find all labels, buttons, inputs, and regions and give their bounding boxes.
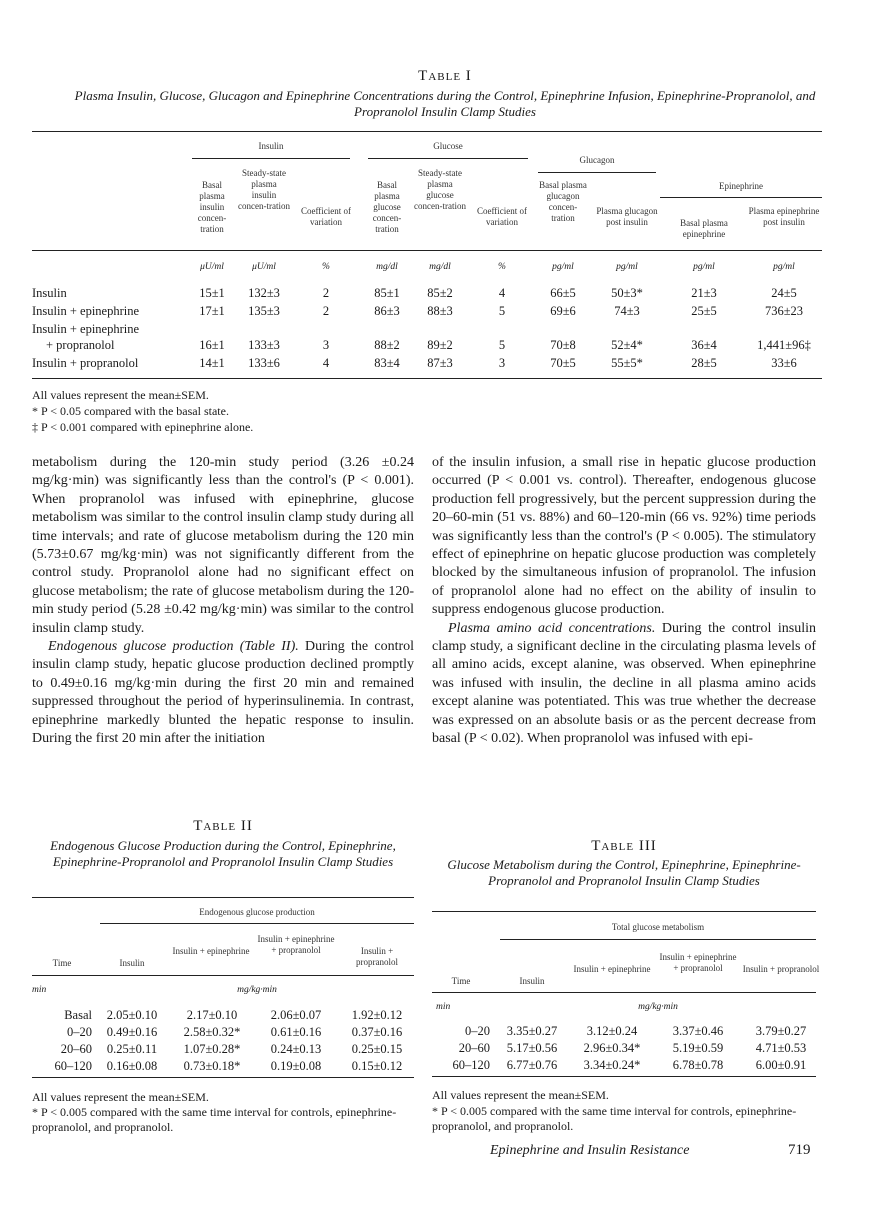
table1-unit: μU/ml — [252, 262, 276, 272]
table2-cell: 0.15±0.12 — [351, 1059, 403, 1073]
table2-bottom-rule — [32, 1077, 414, 1078]
table3-cell: 2.96±0.34* — [583, 1041, 641, 1055]
table2-cell: 0.19±0.08 — [270, 1059, 322, 1073]
table1-cell: 69±6 — [550, 304, 576, 318]
table2-cell: 0.24±0.13 — [270, 1042, 322, 1056]
table1-col-cv-insulin: Coefficient of variation — [300, 206, 352, 227]
table1-group-glucagon: Glucagon — [579, 155, 615, 165]
table1-cell: 133±6 — [248, 356, 280, 370]
table1-cell: 50±3* — [611, 286, 643, 300]
table2-cell: 2.58±0.32* — [183, 1025, 241, 1039]
table2-row-time: 20–60 — [60, 1042, 92, 1056]
table2-col-insulin-epi: Insulin + epinephrine — [172, 946, 250, 956]
table1-cell: 16±1 — [199, 338, 225, 352]
table1-row-label: Insulin — [32, 286, 67, 300]
table1-col-basal-glucose: Basal plasma glucose concen-tration — [372, 180, 402, 234]
table1-cell: 88±2 — [374, 338, 400, 352]
table1-cell: 52±4* — [611, 338, 643, 352]
table1-cell: 87±3 — [427, 356, 453, 370]
table1-cell: 135±3 — [248, 304, 280, 318]
table3-col-time: Time — [451, 976, 471, 986]
table1-cell: 14±1 — [199, 356, 225, 370]
table3-group-underline — [500, 939, 816, 940]
table1-cell: 3 — [322, 338, 330, 352]
table1-cell: 21±3 — [691, 286, 717, 300]
table1-cell: 1,441±96‡ — [757, 338, 811, 352]
table3-cell: 3.37±0.46 — [672, 1024, 724, 1038]
table2-cell: 0.61±0.16 — [270, 1025, 322, 1039]
table1-cell: 55±5* — [611, 356, 643, 370]
table1-cell: 17±1 — [199, 304, 225, 318]
table3-col-insulin: Insulin — [519, 976, 545, 986]
table1-unit: mg/dl — [376, 262, 398, 272]
table1-cell: 24±5 — [771, 286, 797, 300]
table2-col-insulin-prop: Insulin + propranolol — [356, 946, 398, 967]
table1-unit: pg/ml — [773, 262, 795, 272]
table2-col-insulin: Insulin — [119, 958, 145, 968]
table1-col-basal-insulin: Basal plasma insulin concen-tration — [197, 180, 227, 234]
body-text: During the control insulin clamp study, hepatic glucose production declined promptly to 0.49±0.16 mg/kg·min during the first 20 min and remained suppressed throughout the period of hyperinsulinemia. In contrast, epinephrine markedly blunted the hepatic response to insulin. During the first 20 min after the initiation — [32, 639, 415, 747]
table3-bottom-rule — [432, 1076, 816, 1077]
table1-cell: 33±6 — [771, 356, 797, 370]
table3-cell: 3.35±0.27 — [506, 1024, 558, 1038]
table1-unit: pg/ml — [693, 262, 715, 272]
table1-bottom-rule — [32, 378, 822, 379]
table2-group-header: Endogenous glucose production — [199, 907, 315, 917]
table1-unit: μU/ml — [200, 262, 224, 272]
table1-cell: 66±5 — [550, 286, 576, 300]
page-number: 719 — [788, 1142, 811, 1158]
table1-cell: 2 — [322, 286, 330, 300]
body-text: During the control insulin clamp study, a significant decline in the circulating plasma levels of all amino acids, except alanine, was observed. When epinephrine was infused with insulin, the decline in all plasma amino acids except alanine was potentiated. This was true whether the decrease was expressed on an absolute basis or as the percent decrease from basal (P < 0.02). When propranolol was infused with epi- — [432, 620, 816, 747]
table1-glucagon-underline — [538, 172, 656, 173]
table3-title: Table III — [591, 838, 657, 854]
table1-cell: 25±5 — [691, 304, 717, 318]
table3-col-insulin-epi-prop: Insulin + epinephrine + propranolol — [659, 952, 737, 973]
table1-cell: 36±4 — [691, 338, 717, 352]
table2-caption: Endogenous Glucose Production during the Control, Epinephrine, Epinephrine-Propranolol and Propranolol Insulin Clamp Studies — [50, 838, 396, 869]
table1-footnote: * P < 0.05 compared with the basal state. — [32, 404, 229, 418]
table1-group-insulin: Insulin — [258, 141, 284, 151]
table3-cell: 5.17±0.56 — [506, 1041, 558, 1055]
body-paragraph: metabolism during the 120-min study period (3.26 ±0.24 mg/kg·min) was significantly less than the control's (P < 0.001). When propranolol was infused with epinephrine, glucose metabolism was similar to the control insulin clamp study during all time intervals; and rate of glucose metabolism during the 120 min (5.73±0.67 mg/kg·min) was not significantly different from the control study. Propranolol alone had no significant effect on glucose metabolism; the rate of glucose metabolism during the 120-min study period (5.28 ±0.42 mg/kg·min) was similar to the control insulin clamp study. — [32, 455, 414, 636]
running-head: Epinephrine and Insulin Resistance — [490, 1143, 690, 1158]
table2-cell: 0.16±0.08 — [106, 1059, 158, 1073]
table1-cell: 736±23 — [764, 304, 804, 318]
table1-unit: % — [498, 262, 506, 272]
table1-cell: 3 — [498, 356, 506, 370]
table3-footnote: * P < 0.005 compared with the same time interval for controls, epinephrine-propranolol, and propranolol. — [432, 1104, 797, 1133]
table2-cell: 0.25±0.15 — [351, 1042, 403, 1056]
table3-row-time: 0–20 — [465, 1024, 490, 1038]
table3-cell: 6.00±0.91 — [755, 1058, 807, 1072]
table1-row-label: Insulin + propranolol — [32, 356, 139, 370]
table3-col-insulin-epi: Insulin + epinephrine — [573, 964, 651, 974]
table1-cell: 83±4 — [374, 356, 400, 370]
table1-caption: Plasma Insulin, Glucose, Glucagon and Epinephrine Concentrations during the Control, Epinephrine Infusion, Epinephrine-Propranolol, and Propranolol Insulin Clamp Studies — [74, 88, 816, 119]
table1-col-basal-glucagon: Basal plasma glucagon concen-tration — [539, 180, 587, 223]
table1-cell: 4 — [322, 356, 330, 370]
table2-row-time: 0–20 — [67, 1025, 92, 1039]
table2-cell: 2.17±0.10 — [186, 1008, 238, 1022]
table2-col-time: Time — [52, 958, 72, 968]
table1-footnote: ‡ P < 0.001 compared with epinephrine alone. — [32, 420, 254, 434]
table2-row-time: 60–120 — [54, 1059, 92, 1073]
table3-top-rule — [432, 911, 816, 912]
table2-footnote: All values represent the mean±SEM. — [32, 1090, 209, 1104]
table1-cell: 4 — [498, 286, 506, 300]
table2-cell: 0.73±0.18* — [183, 1059, 241, 1073]
table1-cell: 132±3 — [248, 286, 280, 300]
table1-cell: 28±5 — [691, 356, 717, 370]
table2-cell: 2.05±0.10 — [106, 1008, 158, 1022]
table3-footnote: All values represent the mean±SEM. — [432, 1088, 609, 1102]
table1-cell: 2 — [322, 304, 330, 318]
table2-cell: 0.49±0.16 — [106, 1025, 158, 1039]
table1-cell: 15±1 — [199, 286, 225, 300]
table1-col-basal-epi: Basal plasma epinephrine — [680, 218, 728, 239]
table1-cell: 74±3 — [614, 304, 640, 318]
body-column-left — [32, 454, 414, 749]
table3-row-time: 20–60 — [458, 1041, 490, 1055]
table1-cell: 89±2 — [427, 338, 453, 352]
table1-unit: pg/ml — [552, 262, 574, 272]
table2-row-time: Basal — [64, 1008, 92, 1022]
table2-cell: 1.07±0.28* — [183, 1042, 241, 1056]
table1-footnote: All values represent the mean±SEM. — [32, 388, 209, 402]
table2-unit-time: min — [32, 985, 47, 995]
body-column-right — [432, 454, 816, 749]
body-paragraph — [432, 620, 816, 749]
table1-col-epi-post: Plasma epinephrine post insulin — [748, 206, 820, 227]
table2-unit-values: mg/kg·min — [237, 985, 277, 995]
table1-title: Table I — [418, 68, 472, 84]
table3-cell: 4.71±0.53 — [755, 1041, 807, 1055]
table1-epinephrine-underline — [660, 197, 822, 198]
body-paragraph — [32, 638, 414, 748]
table1-header-rule — [32, 250, 822, 251]
table1-cell: 86±3 — [374, 304, 400, 318]
table3-unit-time: min — [436, 1002, 451, 1012]
table2-cell: 0.37±0.16 — [351, 1025, 403, 1039]
table2-group-underline — [100, 923, 414, 924]
table1-unit: % — [322, 262, 330, 272]
table3-cell: 3.79±0.27 — [755, 1024, 807, 1038]
table3-cell: 3.12±0.24 — [586, 1024, 638, 1038]
table1-cell: 85±1 — [374, 286, 400, 300]
table3-header-rule — [432, 992, 816, 993]
table1-col-steady-glucose: Steady-state plasma glucose concen-tration — [414, 168, 466, 211]
table1-unit: mg/dl — [429, 262, 451, 272]
table2-footnote: * P < 0.005 compared with the same time interval for controls, epinephrine-propranolol, and propranolol. — [32, 1105, 397, 1134]
table2-title: Table II — [193, 818, 253, 834]
table3-cell: 3.34±0.24* — [583, 1058, 641, 1072]
table1-cell: 5 — [498, 304, 506, 318]
table1-cell: 70±5 — [550, 356, 576, 370]
table1-row-label: + propranolol — [46, 338, 115, 352]
table1-col-cv-glucose: Coefficient of variation — [476, 206, 528, 227]
table1-cell: 85±2 — [427, 286, 453, 300]
section-heading: Plasma amino acid concentrations. — [448, 620, 656, 636]
table1-col-steady-insulin: Steady-state plasma insulin concen-tration — [238, 168, 290, 211]
table2-header-rule — [32, 975, 414, 976]
table2-cell: 2.06±0.07 — [270, 1008, 322, 1022]
table3-group-header: Total glucose metabolism — [611, 922, 705, 932]
table1-cell: 133±3 — [248, 338, 280, 352]
table3-row-time: 60–120 — [452, 1058, 490, 1072]
table1-row-label: Insulin + epinephrine — [32, 322, 140, 336]
table1-top-rule — [32, 131, 822, 132]
table1-group-glucose: Glucose — [433, 141, 463, 151]
table1-cell: 5 — [498, 338, 506, 352]
table1-row-label: Insulin + epinephrine — [32, 304, 140, 318]
table1-insulin-underline — [192, 158, 350, 159]
table3-caption: Glucose Metabolism during the Control, Epinephrine, Epinephrine-Propranolol and Propranolol Insulin Clamp Studies — [447, 857, 801, 888]
table1-cell: 88±3 — [427, 304, 453, 318]
table2-top-rule — [32, 897, 414, 898]
table3-cell: 6.78±0.78 — [672, 1058, 724, 1072]
table1-cell: 70±8 — [550, 338, 576, 352]
table2-cell: 0.25±0.11 — [106, 1042, 158, 1056]
body-paragraph: of the insulin infusion, a small rise in hepatic glucose production occurred (P < 0.001 vs. control). Thereafter, endogenous glucose production fell progressively, but the percent suppression during the 20–60-min (51 vs. 88%) and 60–120-min (66 vs. 92%) time periods was significantly less than the control's (P < 0.005). The stimulatory effect of epinephrine on hepatic glucose production was completely blocked by the simultaneous infusion of propranolol. The infusion of propranolol alone had no effect on the ability of insulin to suppress endogenous glucose production. — [432, 455, 816, 618]
table2-col-insulin-epi-prop: Insulin + epinephrine + propranolol — [257, 934, 335, 955]
table3-cell: 6.77±0.76 — [506, 1058, 558, 1072]
table1-unit: pg/ml — [616, 262, 638, 272]
table1-glucose-underline — [368, 158, 528, 159]
table3-col-insulin-prop: Insulin + propranolol — [742, 964, 820, 974]
section-heading: Endogenous glucose production (Table II). — [48, 639, 299, 655]
table3-unit-values: mg/kg·min — [638, 1002, 678, 1012]
table1-col-glucagon-post: Plasma glucagon post insulin — [596, 206, 658, 227]
table1-group-epinephrine: Epinephrine — [719, 181, 763, 191]
table3-cell: 5.19±0.59 — [672, 1041, 724, 1055]
table2-cell: 1.92±0.12 — [351, 1008, 403, 1022]
